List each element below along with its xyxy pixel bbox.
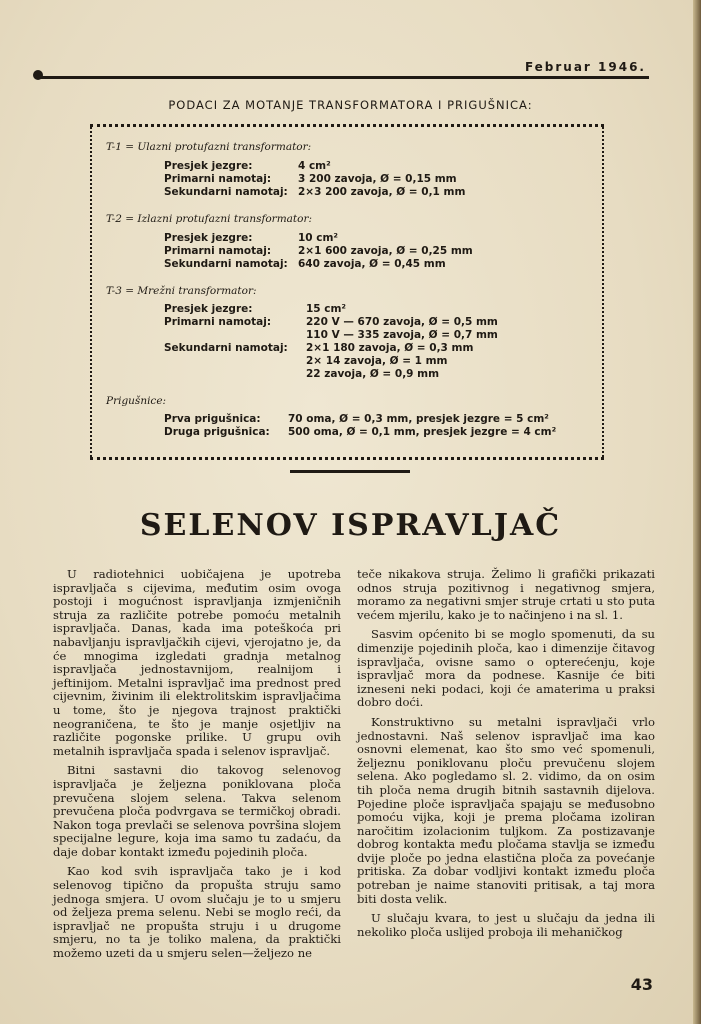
t2-row3-value: 640 zavoja, Ø = 0,45 mm	[298, 258, 446, 270]
right-paragraph-4: U slučaju kvara, to jest u slučaju da jedna ili nekoliko ploča uslijed proboja ili mehaničkog	[357, 911, 655, 939]
t1-row3-label: Sekundarni namotaj:	[164, 186, 288, 198]
t2-row2-label: Primarni namotaj:	[164, 245, 272, 257]
left-paragraph-2: Bitni sastavni dio takovog selenovog ispravljača je željezna poniklovana ploča prevučena slojem selena. Takva selenom prevučena ploča podvrgava se termičkoj obradi. Nakon toga prevlači se selenova površina slojem specijalne legure, koja ima samo tu zadaću, da daje dobar kontakt između pojedinih ploča.	[53, 763, 341, 859]
article-column-left	[53, 568, 341, 967]
t1-label: T-1 = Ulazni protufazni transformator:	[106, 141, 312, 153]
prig-row1-value: 70 oma, Ø = 0,3 mm, presjek jezgre = 5 cm²	[288, 413, 549, 425]
t3-row4-value: 2×1 180 zavoja, Ø = 0,3 mm	[306, 342, 474, 354]
right-paragraph-3: Konstruktivno su metalni ispravljači vrlo jednostavni. Naš selenov ispravljač ima kao osnovni elemenat, kao što smo već spomenuli, željeznu poniklovanu ploču prevučenu slojem selena. Ako pogledamo sl. 2. vidimo, da on osim tih ploča nema drugih bitnih sastavnih dijelova. Pojedine ploče ispravljača spajaju se međusobno pomoću vijka, koji je prema pločama izoliran naročitim izolacionim tuljkom. Za postizavanje dobrog kontakta među pločama stavlja se između dvije ploče po jedna elastična ploča za povećanje pritiska. Za dobar vodljivi kontakt između ploča potreban je naime stanoviti pritisak, a taj mora biti dosta velik.	[357, 714, 655, 906]
t1-row3-value: 2×3 200 zavoja, Ø = 0,1 mm	[298, 186, 466, 198]
prig-row2-label: Druga prigušnica:	[164, 426, 270, 438]
table-title: PODACI ZA MOTANJE TRANSFORMATORA I PRIGUŠNICA:	[168, 98, 533, 112]
prig-row1-label: Prva prigušnica:	[164, 413, 261, 425]
t2-row3-label: Sekundarni namotaj:	[164, 258, 288, 270]
article-title: SELENOV ISPRAVLJAČ	[139, 508, 562, 543]
left-paragraph-3: Kao kod svih ispravljača tako je i kod selenovog tipično da propušta struju samo jednoga smjera. U ovom slučaju je to u smjeru od željeza prema selenu. Nebi se moglo reći, da ispravljač ne propušta struju i u drugome smjeru, no ta je toliko malena, da praktički možemo uzeti da u smjeru selen—željezo ne	[53, 864, 341, 961]
t2-row2-value: 2×1 600 zavoja, Ø = 0,25 mm	[298, 245, 473, 257]
t1-row2-label: Primarni namotaj:	[164, 173, 272, 185]
prig-label: Prigušnice:	[106, 395, 167, 407]
left-paragraph-1: U radiotehnici uobičajena je upotreba ispravljača s cijevima, međutim osim ovoga postoji i mogućnost ispravljanja izmjeničnih struja za različite potrebe pomoću metalnih ispravljača. Danas, kada ima poteškoća pri nabavljanju ispravljačkih cijevi, vjerojatno je, da će mnogima izgledati gradnja metalnog ispravljača jednostavnijom, realnijom i jeftinijom. Metalni ispravljač ima prednost pred cijevnim, živinim ili elektrolitskim ispravljačima u tome, što je njegova trajnost praktički neograničena, te što je manje osjetljiv na različite pogonske prilike. U grupu ovih metalnih ispravljača spada i selenov ispravljač.	[53, 567, 341, 758]
t1-row2-value: 3 200 zavoja, Ø = 0,15 mm	[298, 173, 457, 185]
t3-label: T-3 = Mrežni transformator:	[106, 285, 257, 297]
t3-row4-label: Sekundarni namotaj:	[164, 342, 288, 354]
t2-row1-value: 10 cm²	[298, 232, 339, 244]
header-date: Februar 1946.	[524, 60, 646, 74]
t3-row6-value: 22 zavoja, Ø = 0,9 mm	[306, 368, 440, 380]
transformer-data-box	[90, 124, 604, 460]
t2-row1-label: Presjek jezgre:	[164, 232, 253, 244]
t1-row1-label: Presjek jezgre:	[164, 160, 253, 172]
right-paragraph-1: teče nikakova struja. Želimo li grafički prikazati odnos struja pozitivnog i negativnog smjera, moramo za negativni smjer struje crtati u sto puta većem mjerilu, kako je to načinjeno i na sl. 1.	[357, 567, 655, 622]
header-rule	[38, 76, 649, 79]
t2-label: T-2 = Izlazni protufazni transformator:	[106, 213, 313, 225]
prig-row2-value: 500 oma, Ø = 0,1 mm, presjek jezgre = 4 cm²	[288, 426, 557, 438]
t3-row5-value: 2× 14 zavoja, Ø = 1 mm	[306, 355, 448, 367]
t3-row3-value: 110 V — 335 zavoja, Ø = 0,7 mm	[306, 329, 498, 341]
t3-row2-value: 220 V — 670 zavoja, Ø = 0,5 mm	[306, 316, 498, 328]
t3-row1-value: 15 cm²	[306, 303, 347, 315]
right-paragraph-2: Sasvim općenito bi se moglo spomenuti, da su dimenzije pojedinih ploča, kao i dimenzije čitavog ispravljača, ovisne samo o opterećenju, koje ispravljač mora da podnese. Kasnije će biti izneseni neki podaci, koji će amaterima u praksi dobro doći.	[357, 627, 655, 710]
t1-row1-value: 4 cm²	[298, 160, 331, 172]
article-column-right	[357, 568, 655, 945]
t3-row2-label: Primarni namotaj:	[164, 316, 272, 328]
t3-row1-label: Presjek jezgre:	[164, 303, 253, 315]
section-divider	[290, 470, 410, 473]
page-number: 43	[630, 975, 653, 994]
